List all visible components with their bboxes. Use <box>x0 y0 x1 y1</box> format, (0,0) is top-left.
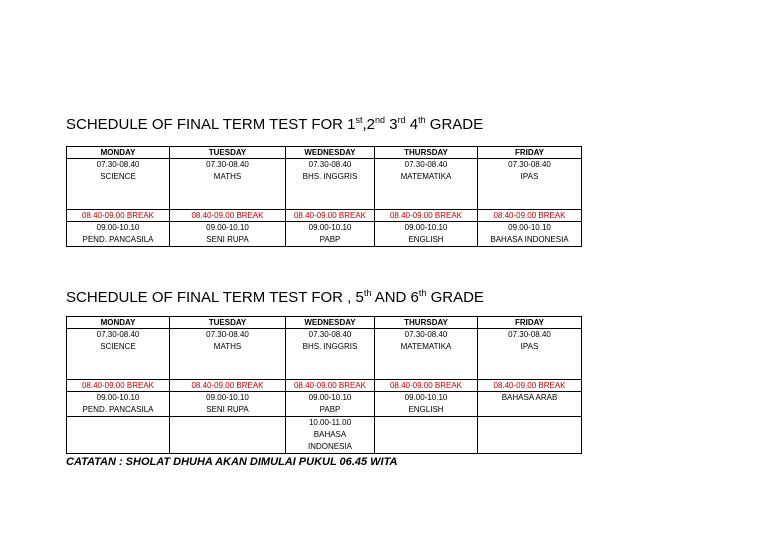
schedule-cell <box>375 392 478 417</box>
day-header-wednesday: WEDNESDAY <box>286 317 375 329</box>
cell-subject: IPAS <box>520 172 539 181</box>
table-row <box>67 417 582 454</box>
prayer-note: CATATAN : SHOLAT DHUHA AKAN DIMULAI PUKUL 06.45 WITA <box>66 456 398 468</box>
cell-time: 09.00-10.10 <box>508 223 551 232</box>
schedule-cell <box>67 329 170 380</box>
cell-subject: ENGLISH <box>408 235 444 244</box>
cell-subject: BAHASA ARAB <box>501 393 558 402</box>
cell-subject: IPAS <box>520 342 539 351</box>
schedule-cell <box>67 222 170 247</box>
break-cell: 08.40-09.00 BREAK <box>375 210 478 222</box>
cell-time: 07.30-08.40 <box>206 160 249 169</box>
cell-time: 07.30-08.40 <box>404 330 448 339</box>
cell-subject: BAHASA <box>313 430 347 439</box>
title-superscript: rd <box>397 115 406 125</box>
cell-subject: SENI RUPA <box>206 235 249 244</box>
title-text: GRADE <box>425 116 484 133</box>
break-row <box>67 380 582 392</box>
table-row <box>67 222 582 247</box>
title-text: 4 <box>405 116 419 133</box>
break-row <box>67 210 582 222</box>
break-cell: 08.40-09.00 BREAK <box>170 210 286 222</box>
schedule-cell <box>170 222 286 247</box>
cell-time: 09.00-10.10 <box>96 393 140 402</box>
table-row <box>67 329 582 380</box>
schedule-cell <box>67 392 170 417</box>
title-superscript: st <box>355 115 363 125</box>
cell-time: 09.00-10.10 <box>404 223 448 232</box>
schedule-cell <box>478 222 582 247</box>
cell-subject: SCIENCE <box>100 172 136 181</box>
schedule-table-grade-5-6 <box>66 316 582 454</box>
cell-subject: PABP <box>319 405 341 414</box>
schedule-cell <box>286 417 375 454</box>
cell-time: 09.00-10.10 <box>206 393 249 402</box>
schedule-cell <box>375 222 478 247</box>
break-cell: 08.40-09.00 BREAK <box>286 210 375 222</box>
break-cell: 08.40-09.00 BREAK <box>286 380 375 392</box>
schedule-cell <box>67 159 170 210</box>
schedule-cell <box>286 329 375 380</box>
schedule-table-grade-1-4 <box>66 146 582 247</box>
day-header-wednesday: WEDNESDAY <box>286 147 375 159</box>
cell-time: 07.30-08.40 <box>96 160 140 169</box>
title-superscript: th <box>418 288 427 298</box>
empty-cell <box>170 417 286 454</box>
schedule-title-grade-5-6 <box>66 289 484 306</box>
schedule-title-grade-1-4 <box>66 116 483 133</box>
day-header-tuesday: TUESDAY <box>170 317 286 329</box>
cell-subject: PABP <box>319 235 341 244</box>
schedule-cell <box>375 159 478 210</box>
cell-time: 07.30-08.40 <box>308 160 352 169</box>
break-cell: 08.40-09.00 BREAK <box>170 380 286 392</box>
cell-subject: BAHASA INDONESIA <box>490 235 569 244</box>
cell-time: 09.00-10.10 <box>308 393 352 402</box>
cell-subject: ENGLISH <box>408 405 444 414</box>
day-header-friday: FRIDAY <box>478 147 582 159</box>
schedule-cell <box>170 329 286 380</box>
break-cell: 08.40-09.00 BREAK <box>67 380 170 392</box>
schedule-cell <box>286 159 375 210</box>
schedule-cell <box>170 392 286 417</box>
break-cell: 08.40-09.00 BREAK <box>478 210 582 222</box>
cell-time: 07.30-08.40 <box>206 330 249 339</box>
table-header-row <box>67 147 582 159</box>
cell-subject: PEND. PANCASILA <box>82 405 154 414</box>
day-header-thursday: THURSDAY <box>375 147 478 159</box>
cell-time: 07.30-08.40 <box>96 330 140 339</box>
cell-time: 09.00-10.10 <box>308 223 352 232</box>
title-superscript: th <box>363 288 372 298</box>
schedule-cell <box>375 329 478 380</box>
cell-time: 09.00-10.10 <box>96 223 140 232</box>
title-superscript: th <box>418 115 426 125</box>
table-row <box>67 159 582 210</box>
cell-time: 07.30-08.40 <box>508 160 551 169</box>
cell-time: 10.00-11.00 <box>308 418 352 427</box>
cell-subject: BHS. INGGRIS <box>302 342 358 351</box>
empty-cell <box>67 417 170 454</box>
day-header-thursday: THURSDAY <box>375 317 478 329</box>
title-text: ,2 <box>362 116 376 133</box>
title-text: SCHEDULE OF FINAL TERM TEST FOR , 5 <box>66 289 364 306</box>
cell-subject: BHS. INGGRIS <box>302 172 358 181</box>
day-header-monday: MONDAY <box>67 317 170 329</box>
empty-cell <box>375 417 478 454</box>
schedule-cell <box>478 392 582 417</box>
schedule-cell <box>478 159 582 210</box>
title-text: 3 <box>385 116 398 133</box>
day-header-friday: FRIDAY <box>478 317 582 329</box>
table-row <box>67 392 582 417</box>
cell-subject: MATHS <box>213 342 242 351</box>
day-header-tuesday: TUESDAY <box>170 147 286 159</box>
cell-subject: MATEMATIKA <box>400 172 452 181</box>
break-cell: 08.40-09.00 BREAK <box>478 380 582 392</box>
table-header-row <box>67 317 582 329</box>
break-cell: 08.40-09.00 BREAK <box>67 210 170 222</box>
cell-subject: MATHS <box>213 172 242 181</box>
empty-cell <box>478 417 582 454</box>
cell-time: 07.30-08.40 <box>508 330 551 339</box>
cell-subject: MATEMATIKA <box>400 342 452 351</box>
cell-subject: SCIENCE <box>100 342 136 351</box>
cell-time: 07.30-08.40 <box>308 330 352 339</box>
title-text: SCHEDULE OF FINAL TERM TEST FOR 1 <box>66 116 356 133</box>
cell-time: 09.00-10.10 <box>206 223 249 232</box>
title-text: GRADE <box>426 289 484 306</box>
schedule-cell <box>286 392 375 417</box>
cell-time: 09.00-10.10 <box>404 393 448 402</box>
cell-subject: PEND. PANCASILA <box>82 235 154 244</box>
title-text: AND 6 <box>371 289 419 306</box>
day-header-monday: MONDAY <box>67 147 170 159</box>
schedule-cell <box>170 159 286 210</box>
cell-subject: INDONESIA <box>307 442 352 451</box>
cell-time: 07.30-08.40 <box>404 160 448 169</box>
schedule-cell <box>478 329 582 380</box>
title-superscript: nd <box>375 115 386 125</box>
schedule-cell <box>286 222 375 247</box>
break-cell: 08.40-09.00 BREAK <box>375 380 478 392</box>
cell-subject: SENI RUPA <box>206 405 249 414</box>
